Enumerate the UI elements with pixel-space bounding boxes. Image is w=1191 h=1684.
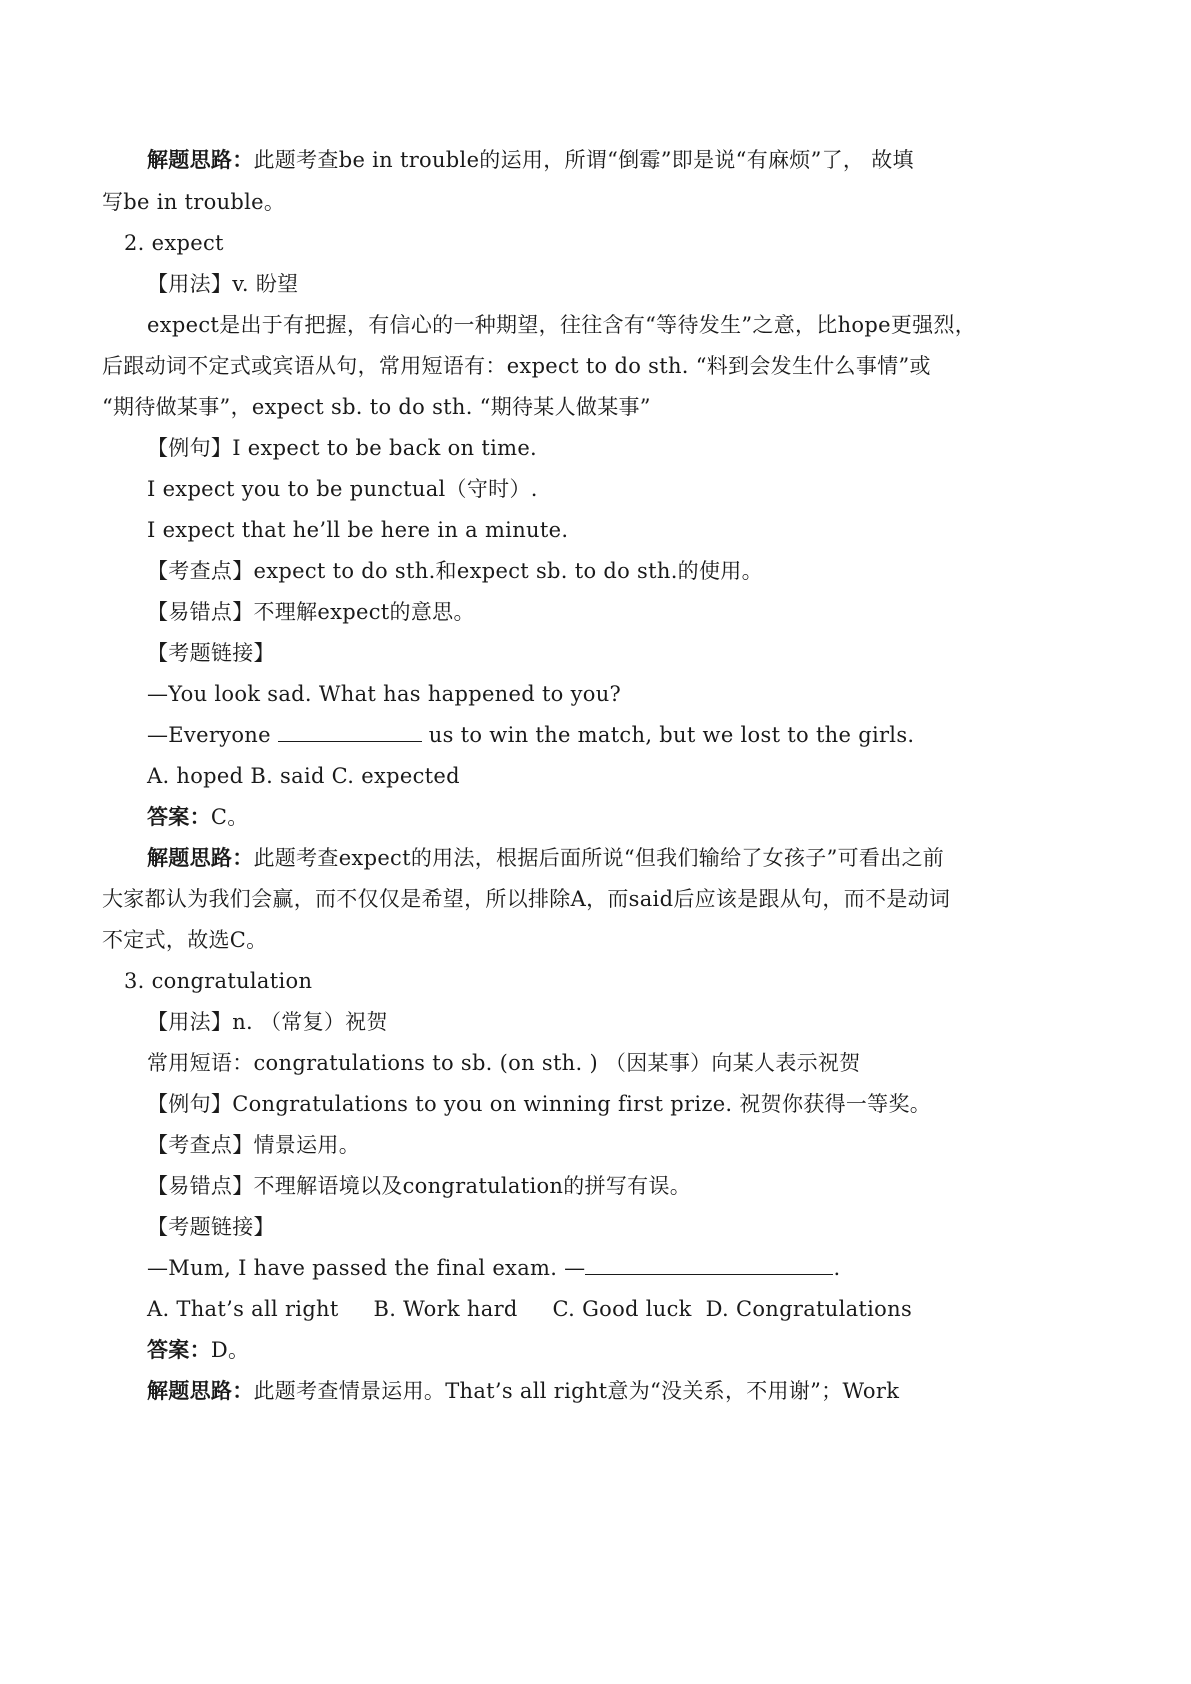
- item3-error-point: 【易错点】不理解语境以及congratulation的拼写有误。: [147, 1174, 692, 1198]
- item2-analysis-line2: 大家都认为我们会赢，而不仅仅是希望，所以排除A，而said后应该是跟从句，而不是动词: [102, 887, 951, 911]
- answer-label: 答案：: [147, 1337, 211, 1362]
- item2-example2: I expect you to be punctual（守时）.: [147, 477, 538, 501]
- item2-example1: 【例句】I expect to be back on time.: [147, 436, 538, 460]
- item3-link-heading: 【考题链接】: [147, 1215, 275, 1239]
- item2-desc-line3: “期待做某事”，expect sb. to do sth. “期待某人做某事”: [102, 395, 651, 419]
- analysis-label: 解题思路：: [147, 147, 254, 172]
- item2-error-point: 【易错点】不理解expect的意思。: [147, 600, 475, 624]
- item3-phrase: 常用短语：congratulations to sb. (on sth. ) （因某事）向某人表示祝贺: [147, 1051, 861, 1075]
- answer-label: 答案：: [147, 804, 211, 829]
- item2-heading: 2. expect: [124, 231, 224, 255]
- item3-usage: 【用法】n. （常复）祝贺: [147, 1010, 388, 1034]
- item3-test-point: 【考查点】情景运用。: [147, 1133, 360, 1157]
- item3-answer: 答案：D。: [147, 1337, 250, 1362]
- q1-analysis-line2: 写be in trouble。: [102, 190, 286, 214]
- item2-example3: I expect that he’ll be here in a minute.: [147, 518, 569, 542]
- item3-analysis-line1: 解题思路：此题考查情景运用。That’s all right意为“没关系，不用谢”；Work: [147, 1378, 900, 1403]
- item3-example: 【例句】Congratulations to you on winning first prize. 祝贺你获得一等奖。: [147, 1092, 932, 1116]
- item3-options: A. That’s all right B. Work hard C. Good luck D. Congratulations: [147, 1297, 913, 1321]
- item2-link-heading: 【考题链接】: [147, 641, 275, 665]
- answer-blank: [278, 721, 422, 742]
- item2-analysis-line3: 不定式，故选C。: [102, 928, 268, 952]
- item2-desc-line1: expect是出于有把握，有信心的一种期望，往往含有“等待发生”之意，比hope更强烈，: [147, 313, 977, 337]
- item2-question-line1: —You look sad. What has happened to you?: [147, 682, 622, 706]
- item2-options: A. hoped B. said C. expected: [147, 764, 460, 788]
- item2-usage: 【用法】v. 盼望: [147, 272, 299, 296]
- item3-question-line1: —Mum, I have passed the final exam. — .: [147, 1256, 841, 1280]
- item2-question-line2: —Everyone us to win the match, but we lost to the girls.: [147, 723, 915, 747]
- analysis-label: 解题思路：: [147, 845, 254, 870]
- item2-desc-line2: 后跟动词不定式或宾语从句，常用短语有：expect to do sth. “料到会发生什么事情”或: [102, 354, 931, 378]
- item2-answer: 答案：C。: [147, 804, 249, 829]
- item3-heading: 3. congratulation: [124, 969, 313, 993]
- item2-analysis-line1: 解题思路：此题考查expect的用法，根据后面所说“但我们输给了女孩子”可看出之前: [147, 845, 945, 870]
- item2-test-point: 【考查点】expect to do sth.和expect sb. to do sth.的使用。: [147, 559, 763, 583]
- answer-blank: [585, 1254, 833, 1275]
- q1-analysis-line1: 解题思路：此题考查be in trouble的运用，所谓“倒霉”即是说“有麻烦”了， 故填: [147, 147, 914, 172]
- analysis-label: 解题思路：: [147, 1378, 254, 1403]
